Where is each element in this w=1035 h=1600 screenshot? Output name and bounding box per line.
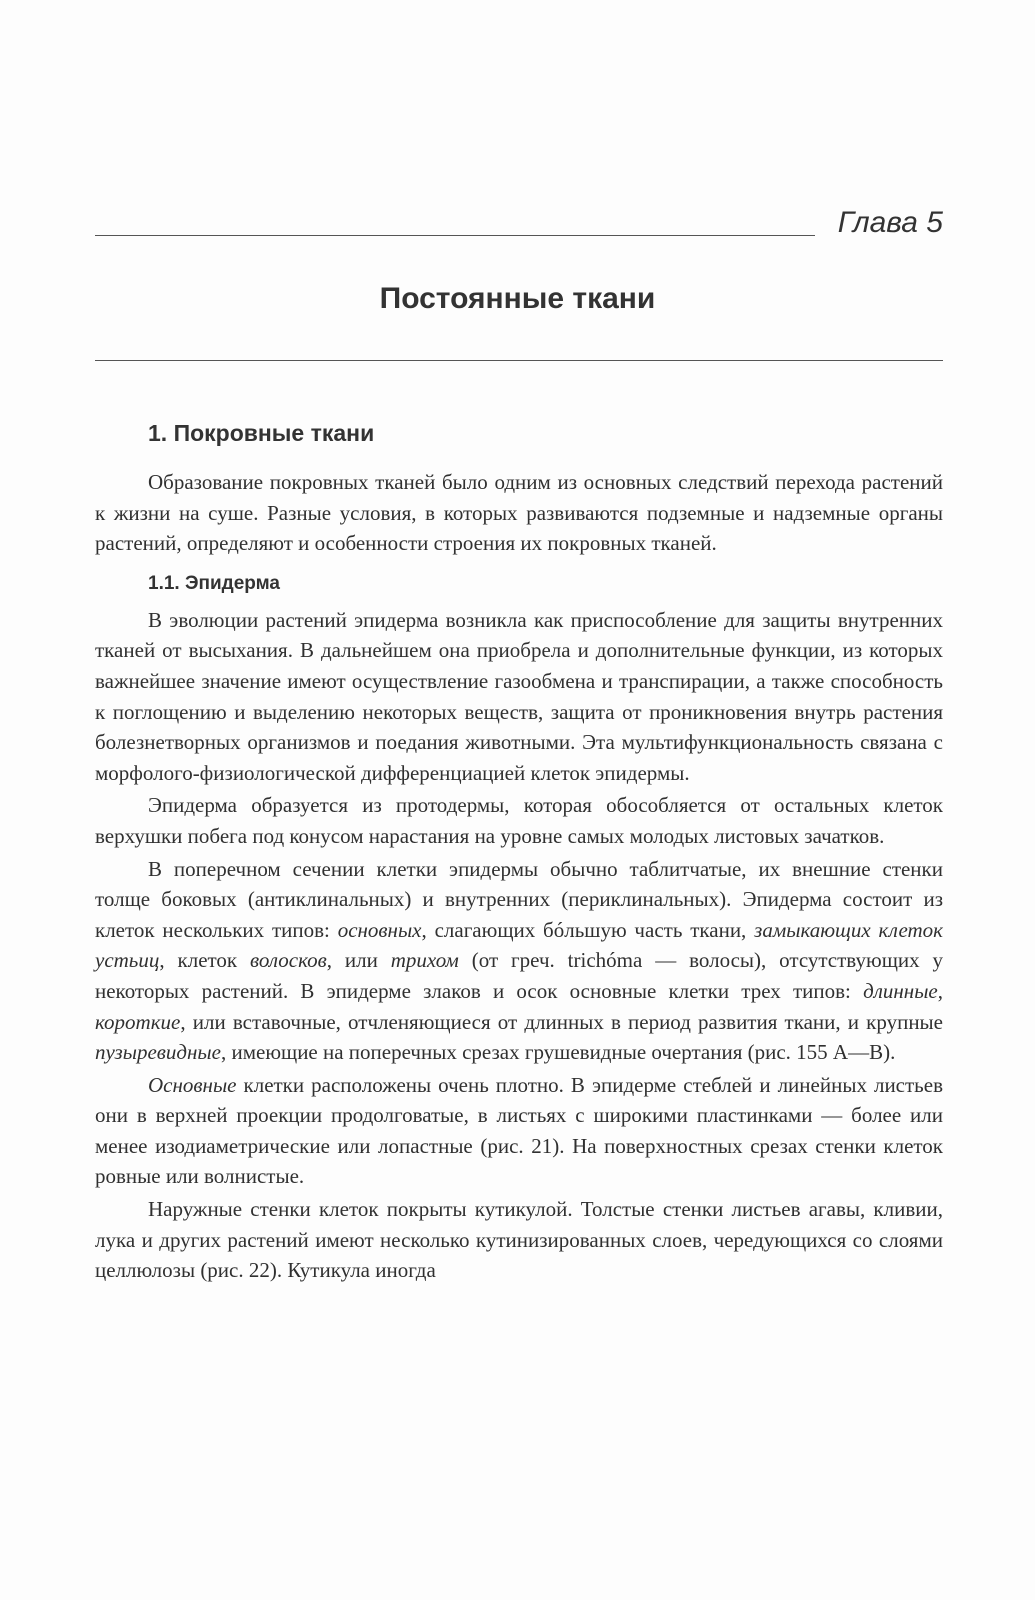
chapter-label: Глава 5 [837,206,943,239]
text-run: клетки расположены очень плотно. В эпидерме стеблей и линейных листьев они в верхней проекции продолговатые, в листьях с широкими пластинками — более или менее изодиаметрические или лопастные (рис. 21). На поверхностных срезах стенки клеток ровные или волнистые. [95,1072,943,1189]
term-long: длинные [863,978,938,1003]
section-intro-paragraph: Образование покровных тканей было одним из основных следствий перехода растений к жизни на суше. Разные условия, в которых развиваются подземные и надземные органы растений, определяют и особенности строения их покровных тканей. [95,470,943,556]
term-guard-cells: замыкающих клеток устьиц [95,917,943,973]
text-run: , или вставочные, отчленяющиеся от длинных в период развития ткани, и крупные [180,1009,943,1034]
text-run: , слагающих бóльшую часть ткани, [421,917,755,942]
chapter-top-rule [95,235,815,236]
text-run: (от греч. trichóma — волосы), отсутствующих у некоторых растений. В эпидерме злаков и осок основные клетки трех типов: [95,948,944,1003]
term-basic: основных [337,917,422,942]
chapter-title: Постоянные ткани [379,282,656,315]
text-run: , имеющие на поперечных срезах грушевидные очертания (рис. 155 А—В). [220,1040,896,1065]
chapter-bottom-rule [95,360,943,361]
text-run: , или [326,948,391,973]
paragraph-evolution: В эволюции растений эпидерма возникла как приспособление для защиты внутренних тканей от высыхания. В дальнейшем она приобрела и дополнительные функции, из которых важнейшее значение имеют осуществление газообмена и транспирации, а также способность к поглощению и выделению некоторых веществ, защита от проникновения внутрь растения болезнетворных организмов и поедания животными. Эта мультифункциональность связана с морфолого-физиологической дифференциацией клеток эпидермы. [95,607,943,785]
text-run: , клеток [159,948,251,973]
paragraph-basic-cells [95,1070,943,1192]
paragraph-protoderm: Эпидерма образуется из протодермы, которая обособляется от остальных клеток верхушки побега под конусом нарастания на уровне самых молодых листовых зачатков. [95,793,943,848]
paragraph-cuticle: Наружные стенки клеток покрыты кутикулой. Толстые стенки листьев агавы, кливии, лука и других растений имеют несколько кутинизированных слоев, чередующихся со слоями целлюлозы (рис. 22). Кутикула иногда [95,1197,943,1283]
term-trichomes: трихом [390,948,459,973]
page-body [95,420,943,1288]
term-short: короткие [95,1009,181,1034]
text-run: , [937,978,943,1003]
term-hairs: волосков [250,948,327,973]
term-bulliform: пузыревидные [95,1040,221,1065]
paragraph-cell-types [95,854,943,1068]
subsection-heading: 1.1. Эпидерма [148,572,280,594]
section-heading: 1. Покровные ткани [148,420,375,446]
term-basic-cells: Основные [148,1072,237,1097]
text-run: В поперечном сечении клетки эпидермы обычно таблитчатые, их внешние стенки толще боковых (антиклинальных) и внутренних (периклинальных). Эпидерма состоит из клеток нескольких типов: [95,856,943,942]
